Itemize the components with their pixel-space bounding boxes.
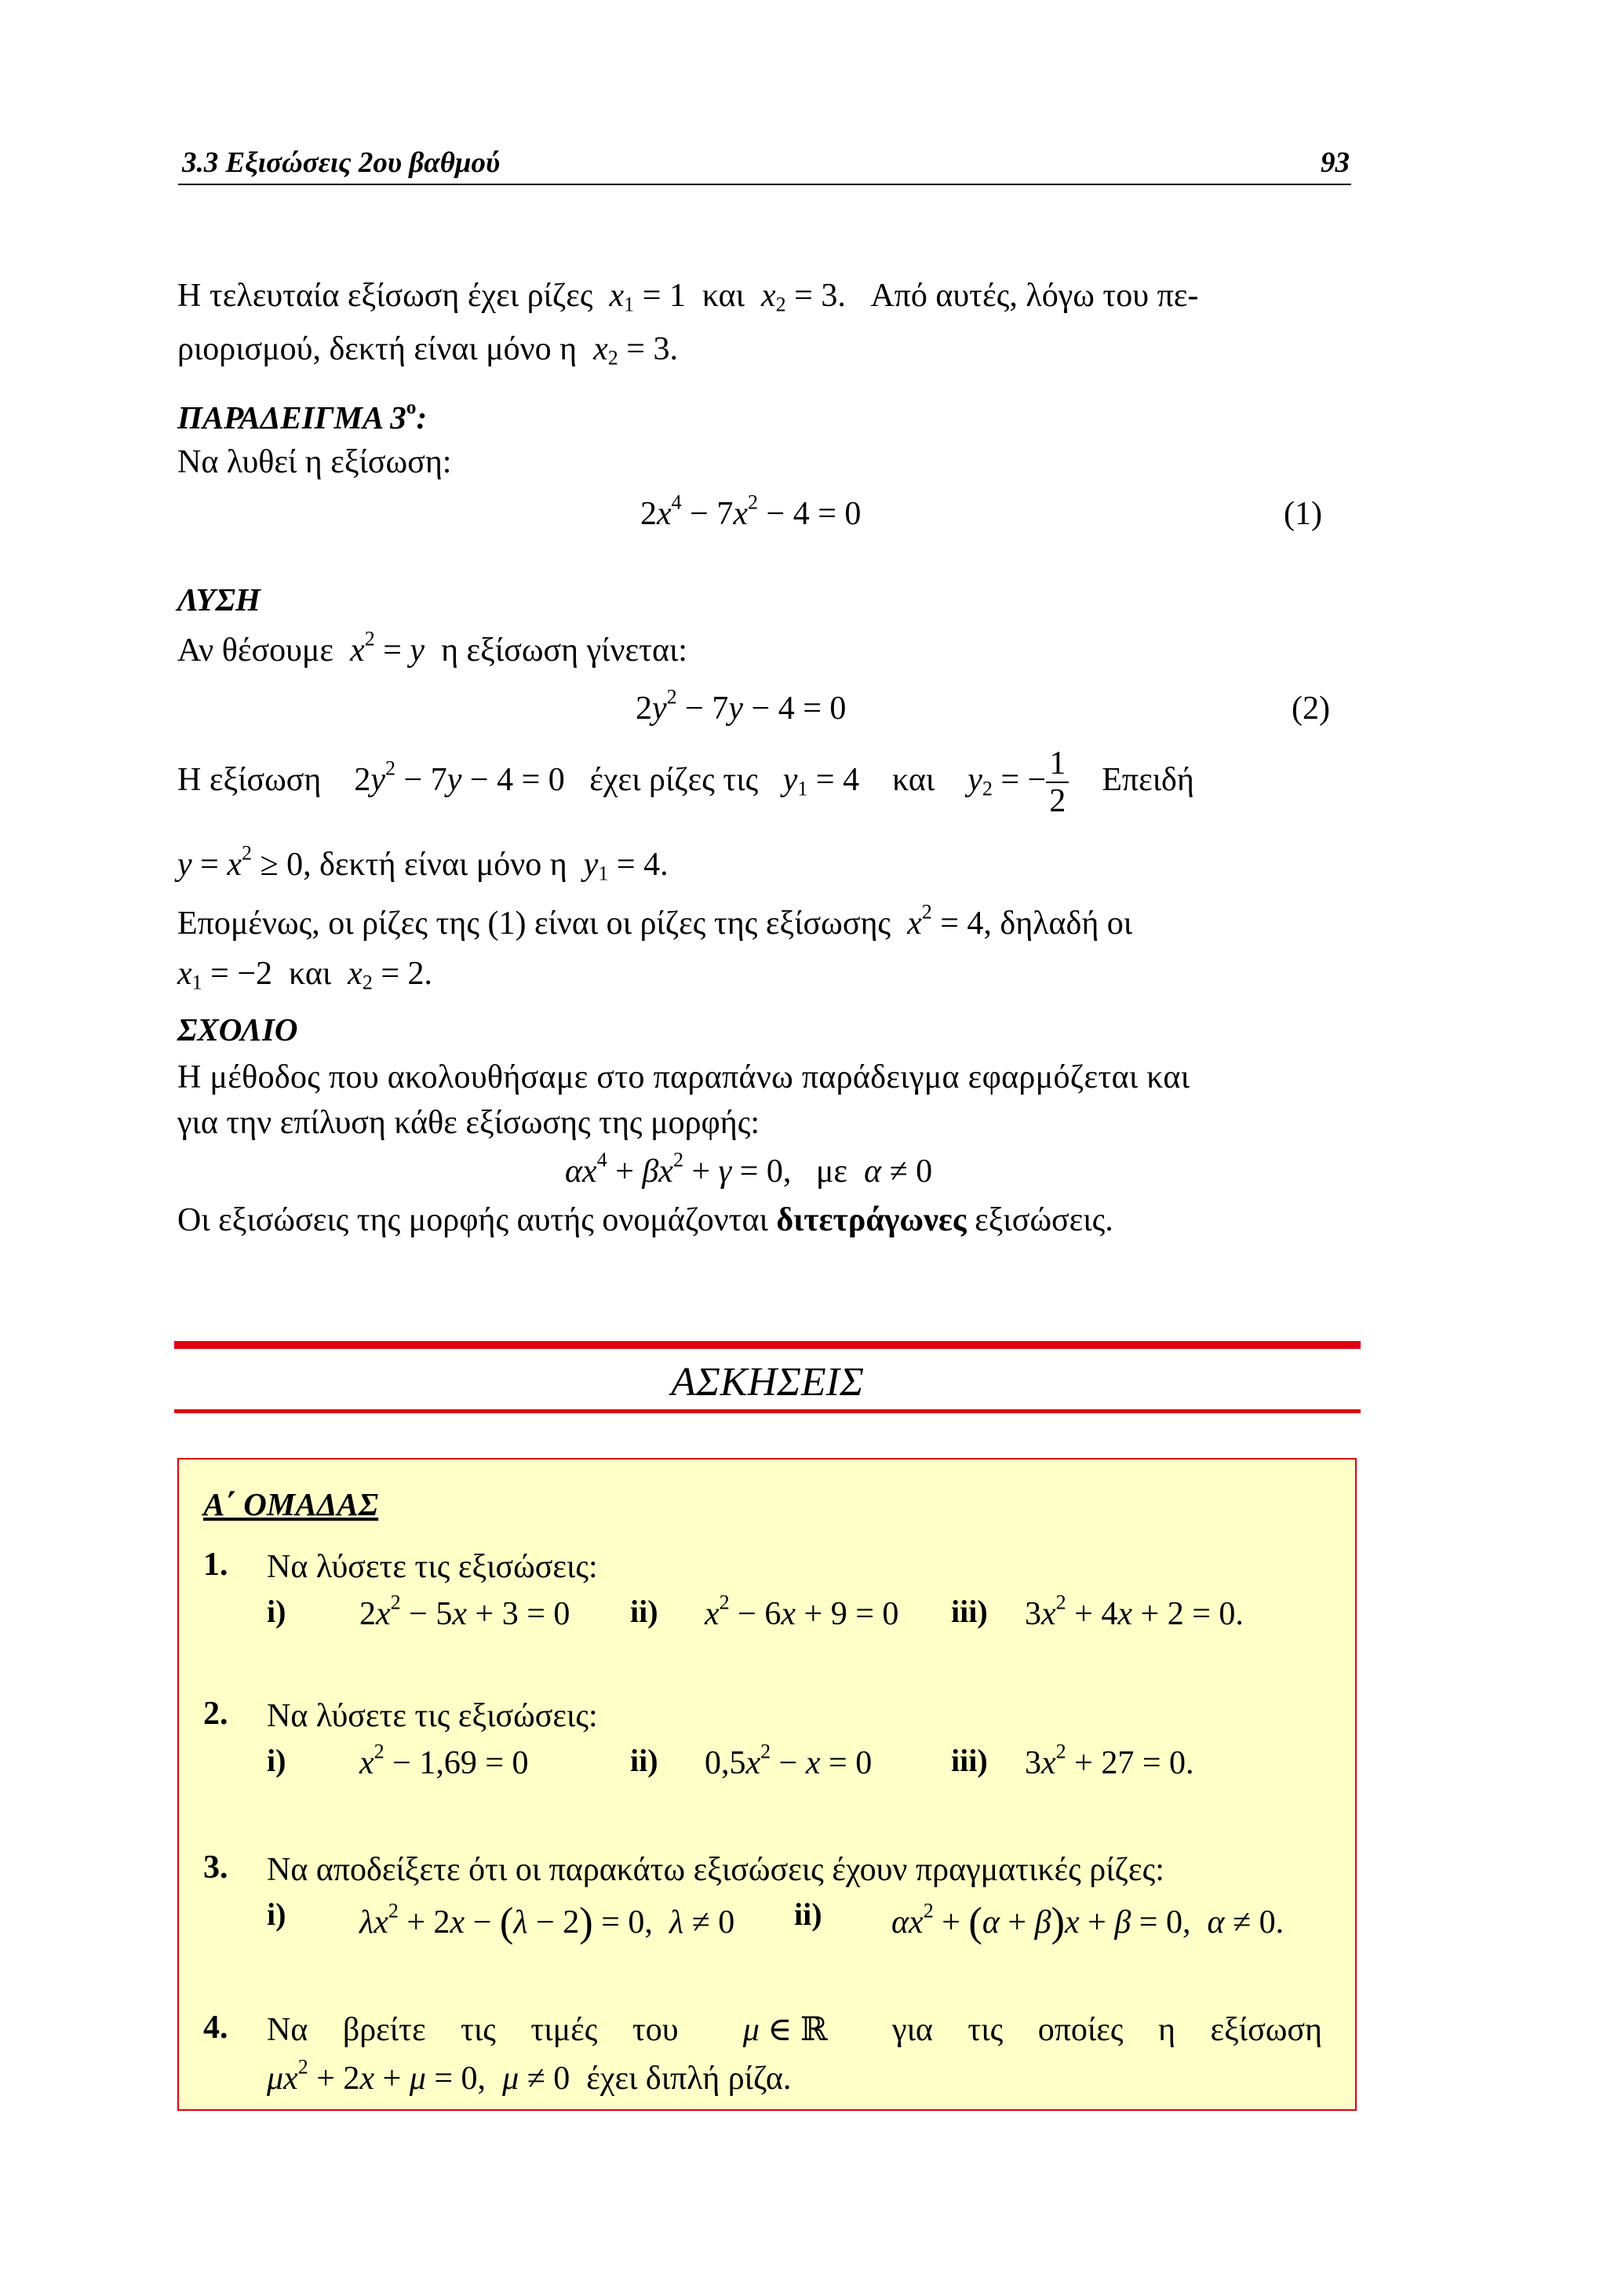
exercise-1-label-ii: ii) <box>630 1594 658 1629</box>
page-number: 93 <box>1321 147 1350 179</box>
exercises-title: ΑΣΚΗΣΕΙΣ <box>671 1360 864 1405</box>
exercise-1-eq-i: $2x^2 - 5x + 3 = 0$ <box>359 1591 570 1632</box>
comment-line-1: Η μέθοδος που ακολουθήσαμε στο παραπάνω παράδειγμα εφαρμόζεται και <box>177 1059 1190 1095</box>
exercise-1-eq-ii: $x^2 - 6x + 9 = 0$ <box>705 1591 899 1632</box>
exercise-3-eq-ii: $\alpha x^2 + (\alpha + \beta)x + \beta = 0$, α ≠ 0. <box>891 1899 1285 1945</box>
comment-line-2: για την επίλυση κάθε εξίσωσης της μορφής: <box>177 1105 760 1141</box>
exercise-1-text: Να λύσετε τις εξισώσεις: <box>267 1549 598 1585</box>
comment-heading: ΣΧΟΛΙΟ <box>177 1011 298 1048</box>
equation-1: $2x^4 - 7x^2 - 4 = 0$ <box>640 490 862 532</box>
solution-line-3: $y = x^2 \ge 0$, δεκτή είναι μόνο η $y_1 = 4$. <box>177 841 669 885</box>
exercises-rule-top <box>174 1341 1361 1349</box>
comment-line-3: Οι εξισώσεις της μορφής αυτής ονομάζονται διτετράγωνες εξισώσεις. <box>177 1202 1113 1238</box>
header-divider <box>178 184 1351 185</box>
exercise-2-label-ii: ii) <box>630 1743 658 1778</box>
exercise-3-number: 3. <box>203 1850 228 1886</box>
exercise-2-label-iii: iii) <box>951 1743 988 1778</box>
fraction-one-half: $\frac{1}{2}$ <box>1046 745 1069 819</box>
group-title: Α΄ ΟΜΑΔΑΣ <box>203 1486 379 1522</box>
solution-heading: ΛΥΣΗ <box>177 581 261 618</box>
exercise-1-label-iii: iii) <box>951 1594 988 1629</box>
exercise-2-eq-i: $x^2 - 1,69 = 0$ <box>359 1740 529 1781</box>
exercise-3-label-i: i) <box>267 1897 286 1932</box>
exercise-2-text: Να λύσετε τις εξισώσεις: <box>267 1698 598 1734</box>
comment-equation: $\alpha x^4 + \beta x^2 + \gamma = 0$, με α ≠ 0 <box>565 1148 933 1190</box>
exercise-4-line-2: $\mu x^2 + 2x + \mu = 0$, μ ≠ 0 έχει διπλή ρίζα. <box>267 2055 792 2097</box>
exercise-1-label-i: i) <box>267 1594 286 1629</box>
exercise-2-eq-ii: $0,5x^2 - x = 0$ <box>705 1740 873 1781</box>
exercise-3-label-ii: ii) <box>794 1897 822 1932</box>
exercise-2-number: 2. <box>203 1696 228 1732</box>
equation-2-label: (2) <box>1292 691 1330 727</box>
solution-line-4: Επομένως, οι ρίζες της (1) είναι οι ρίζες της εξίσωσης $x^2 = 4$, δηλαδή οι <box>177 900 1133 942</box>
exercise-1-eq-iii: $3x^2 + 4x + 2 = 0$. <box>1025 1591 1244 1632</box>
exercise-4-line-1: Να βρείτε τις τιμές του μ ∈ ℝ για τις οποίες η εξίσωση <box>267 2012 1322 2048</box>
equation-2: $2y^2 - 7y - 4 = 0$ <box>636 685 847 727</box>
section-title: 3.3 Εξισώσεις 2ου βαθμού <box>182 147 501 179</box>
exercise-3-text: Να αποδείξετε ότι οι παρακάτω εξισώσεις έχουν πραγματικές ρίζες: <box>267 1852 1164 1888</box>
exercises-rule-bottom <box>174 1409 1361 1413</box>
example-heading: ΠΑΡΑΔΕΙΓΜΑ $3^o$: <box>177 395 428 436</box>
solution-line-1: Αν θέσουμε $x^2 = y$ η εξίσωση γίνεται: <box>177 627 687 669</box>
intro-line-1: Η τελευταία εξίσωση έχει ρίζες $x_1 = 1$ και $x_2 = 3$. Από αυτές, λόγω του πε- <box>177 278 1199 316</box>
exercise-4-number: 4. <box>203 2010 228 2046</box>
equation-1-label: (1) <box>1284 496 1322 532</box>
exercise-1-number: 1. <box>203 1547 228 1583</box>
intro-line-2: ριορισμού, δεκτή είναι μόνο η $x_2 = 3$. <box>177 331 678 370</box>
exercise-2-eq-iii: $3x^2 + 27 = 0$. <box>1025 1740 1194 1781</box>
example-prompt: Να λυθεί η εξίσωση: <box>177 444 452 480</box>
exercise-3-eq-i: $\lambda x^2 + 2x - (\lambda - 2) = 0$, λ ≠ 0 <box>359 1899 735 1945</box>
solution-line-5: $x_1 = -2$ και $x_2 = 2$. <box>177 956 433 994</box>
root-x1: $x_1 = 1$ <box>609 278 686 316</box>
exercise-2-label-i: i) <box>267 1743 286 1778</box>
root-x2: $x_2 = 3$ <box>760 278 838 316</box>
solution-line-2: Η εξίσωση $2y^2 - 7y - 4 = 0$ έχει ρίζες τις $y_1 = 4$ και $y_2$ = − $\frac{1}{2}$ Επειδή <box>177 745 1194 820</box>
